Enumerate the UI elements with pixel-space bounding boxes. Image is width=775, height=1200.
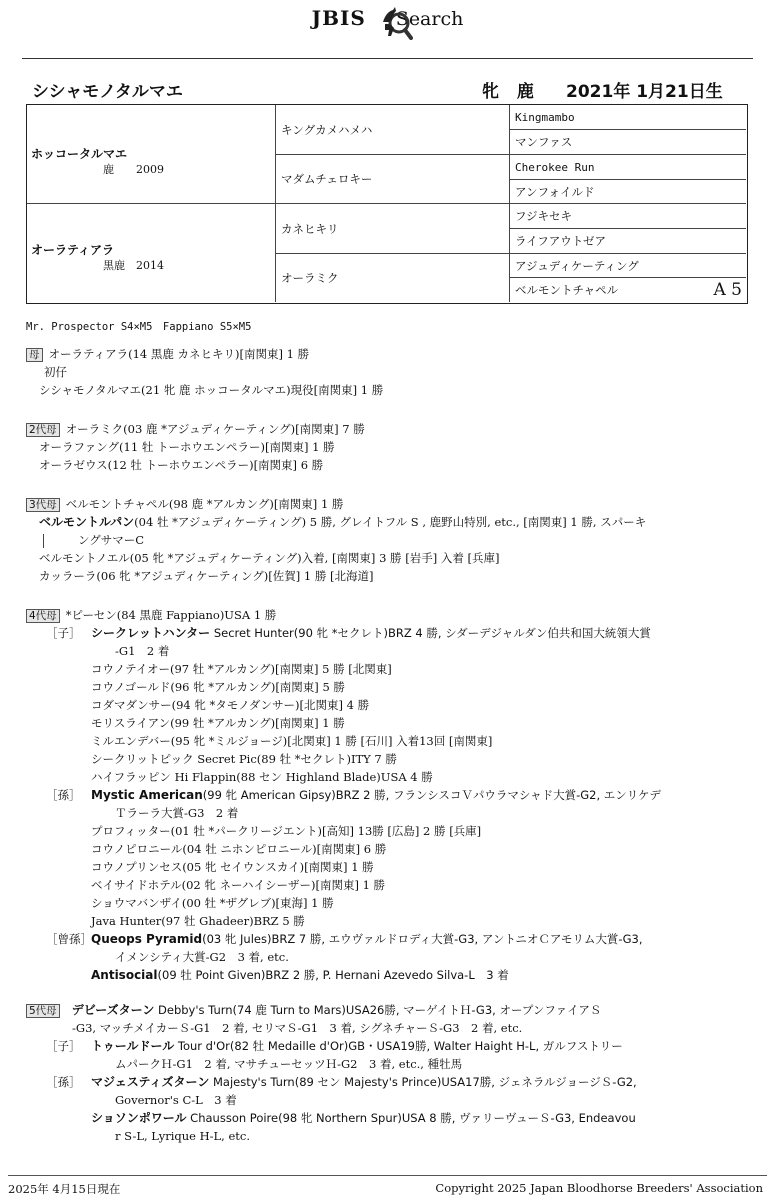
offspring-line: (99 牝 American Gipsy)BRZ 2 勝, フランシスコＶパウラマシャド大賞-G2, エンリケデ bbox=[202, 788, 661, 802]
dam-line: オーラティアラ(14 黒鹿 カネヒキリ)[南関東] 1 勝 bbox=[48, 347, 310, 361]
offspring-line: Chausson Poire(98 牝 Northern Spur)USA 8 勝, ヴァリーヴューＳ-G3, Endeavou bbox=[186, 1111, 636, 1125]
label-grandchild: ［孫］ bbox=[46, 788, 81, 802]
offspring-line-cont: ムパークＨ-G1 2 着, マサチューセッツＨ-G2 3 着, etc., 種牡馬 bbox=[115, 1057, 463, 1071]
offspring-line-cont: Governor's C-L 3 着 bbox=[115, 1093, 237, 1107]
dam-color-year: 黒鹿 2014 bbox=[103, 259, 164, 272]
offspring-name-bold[interactable]: マジェスティズターン bbox=[91, 1075, 210, 1089]
horse-name: シシャモノタルマエ bbox=[32, 82, 183, 102]
as-of-date: 2025年 4月15日現在 bbox=[8, 1182, 121, 1196]
offspring-line: Tour d'Or(82 牡 Medaille d'Or)GB・USA19勝, Walter Haight H-L, ガルフストリー bbox=[174, 1039, 623, 1053]
offspring-line: ミルエンデバー(95 牝 *ミルジョージ)[北関東] 1 勝 [石川] 入着13回 [南関東] bbox=[91, 734, 493, 748]
continuation-bar bbox=[43, 534, 56, 548]
section-tag: 5代母 bbox=[26, 1004, 60, 1018]
pedigree-table bbox=[26, 104, 748, 304]
gen3-name[interactable]: アンフォイルド bbox=[515, 184, 595, 199]
offspring-line-cont: r S-L, Lyrique H-L, etc. bbox=[115, 1129, 251, 1143]
pedigree-gen2-cell bbox=[276, 105, 510, 155]
gen2-name[interactable]: マダムチェロキー bbox=[281, 172, 373, 186]
offspring-line: プロフィッター(01 牡 *パークリージエント)[高知] 13勝 [広島] 2 勝 [兵庫] bbox=[91, 824, 482, 838]
label-grandchild: ［孫］ bbox=[46, 1075, 81, 1089]
offspring-line: コウノピロニール(04 牡 ニホンピロニール)[南関東] 6 勝 bbox=[91, 842, 387, 856]
offspring-line: (04 牡 *アジュディケーティング) 5 勝, グレイトフル S , 鹿野山特別, etc., [南関東] 1 勝, スパーキ bbox=[134, 515, 647, 529]
logo-text-search: Search bbox=[395, 8, 464, 30]
offspring-line: ショウマバンザイ(00 牡 *ザグレブ)[東海] 1 勝 bbox=[91, 896, 334, 910]
fifth-dam-line-cont: -G3, マッチメイカーＳ-G1 2 着, セリマＳ-G1 3 着, シグネチャーＳ-G3 2 着, etc. bbox=[72, 1021, 523, 1035]
fifth-dam-section bbox=[26, 1001, 756, 1145]
offspring-line: カッラーラ(06 牝 *アジュディケーティング)[佐賀] 1 勝 [北海道] bbox=[39, 569, 374, 583]
second-dam-line: オーラミク(03 鹿 *アジュディケーティング)[南関東] 7 勝 bbox=[65, 422, 365, 436]
gen3-name[interactable]: フジキセキ bbox=[515, 209, 573, 223]
copyright: Copyright 2025 Japan Bloodhorse Breeders' Association bbox=[435, 1181, 763, 1195]
offspring-name-bold[interactable]: トゥールドール bbox=[91, 1039, 175, 1053]
sire-color-year: 鹿 2009 bbox=[103, 163, 164, 176]
pedigree-gen2-cell bbox=[276, 254, 510, 302]
pedigree-gen3-cell bbox=[510, 180, 746, 204]
offspring-line: Java Hunter(97 牡 Ghadeer)BRZ 5 勝 bbox=[91, 914, 305, 928]
offspring-line: コダマダンサー(94 牝 *タモノダンサー)[北関東] 4 勝 bbox=[91, 698, 370, 712]
dam-foal-line: シシャモノタルマエ(21 牝 鹿 ホッコータルマエ)現役[南関東] 1 勝 bbox=[39, 383, 384, 397]
offspring-line: (03 牝 Jules)BRZ 7 勝, エウヴァルドロディ大賞-G3, アントニオＣアモリム大賞-G3, bbox=[202, 932, 643, 946]
offspring-line-cont: Ｔラーラ大賞-G3 2 着 bbox=[115, 806, 239, 820]
label-child: ［子］ bbox=[46, 1039, 81, 1053]
gen3-name[interactable]: Kingmambo bbox=[515, 110, 575, 124]
section-tag: 4代母 bbox=[26, 609, 60, 623]
second-dam-section bbox=[26, 420, 756, 474]
gen3-name[interactable]: アジュディケーティング bbox=[515, 258, 639, 273]
horse-sex-color: 牝 鹿 bbox=[482, 82, 540, 102]
logo-text-jbis: JBIS bbox=[311, 6, 366, 30]
pedigree-gen2-cell bbox=[276, 204, 510, 254]
gen2-name[interactable]: オーラミク bbox=[281, 271, 339, 285]
pedigree-dam-cell bbox=[27, 204, 276, 302]
offspring-line-cont: イメンシティ大賞-G2 3 着, etc. bbox=[115, 950, 289, 964]
ancestor-name-bold[interactable]: デビーズターン bbox=[71, 1003, 155, 1017]
third-dam-section bbox=[26, 495, 756, 585]
header-divider bbox=[22, 58, 753, 59]
offspring-line: (09 牡 Point Given)BRZ 2 勝, P. Hernani Azevedo Silva-L 3 着 bbox=[157, 968, 509, 982]
pedigree-gen3-cell bbox=[510, 229, 746, 254]
dam-name[interactable]: オーラティアラ bbox=[31, 243, 115, 257]
third-dam-line: ベルモントチャペル(98 鹿 *アルカング)[南関東] 1 勝 bbox=[65, 497, 344, 511]
section-tag: 3代母 bbox=[26, 498, 60, 512]
pedigree-sire-cell bbox=[27, 105, 276, 204]
gen3-name[interactable]: ライフアウトゼア bbox=[515, 234, 606, 248]
offspring-name-bold[interactable]: Queops Pyramid bbox=[91, 932, 203, 946]
family-number: A 5 bbox=[713, 280, 742, 300]
offspring-line: ベルモントノエル(05 牝 *アジュディケーティング)入着, [南関東] 3 勝 [岩手] 入着 [兵庫] bbox=[39, 551, 500, 565]
fifth-dam-line: Debby's Turn(74 鹿 Turn to Mars)USA26勝, マーゲイトＨ-G3, オープンファイアＳ bbox=[154, 1003, 602, 1017]
offspring-line: Majesty's Turn(89 セン Majesty's Prince)USA17勝, ジェネラルジョージＳ-G2, bbox=[209, 1075, 637, 1089]
gen3-name[interactable]: マンファス bbox=[515, 135, 573, 149]
gen3-name[interactable]: ベルモントチャペル bbox=[515, 283, 619, 297]
dam-section bbox=[26, 345, 756, 399]
horse-logo-icon bbox=[377, 6, 413, 40]
pedigree-gen3-cell bbox=[510, 254, 746, 278]
pedigree-gen3-cell bbox=[510, 130, 746, 155]
offspring-line-cont: -G1 2 着 bbox=[115, 644, 170, 658]
section-tag: 母 bbox=[26, 348, 43, 362]
pedigree-gen3-cell bbox=[510, 105, 746, 130]
offspring-line: Secret Hunter(90 牝 *セクレト)BRZ 4 勝, シダーデジャルダン伯共和国大統領大賞 bbox=[210, 626, 651, 640]
label-great-grandchild: ［曾孫］ bbox=[46, 932, 92, 946]
footer-divider bbox=[8, 1175, 767, 1176]
offspring-line: コウノプリンセス(05 牝 セイウンスカイ)[南関東] 1 勝 bbox=[91, 860, 374, 874]
section-tag: 2代母 bbox=[26, 423, 60, 437]
offspring-line: ベイサイドホテル(02 牝 ネーハイシーザー)[南関東] 1 勝 bbox=[91, 878, 386, 892]
inbreeding-crosses: Mr. Prospector S4×M5 Fappiano S5×M5 bbox=[26, 321, 252, 333]
pedigree-gen3-cell bbox=[510, 204, 746, 229]
gen3-name[interactable]: Cherokee Run bbox=[515, 160, 595, 174]
offspring-line-cont: ングサマーC bbox=[78, 533, 145, 547]
horse-birth-date: 2021年 1月21日生 bbox=[566, 82, 723, 102]
pedigree-gen3-cell bbox=[510, 155, 746, 180]
offspring-name-bold[interactable]: ショソンポワール bbox=[91, 1111, 187, 1125]
offspring-name-bold[interactable]: Antisocial bbox=[91, 968, 158, 982]
offspring-line: コウノテイオー(97 牡 *アルカング)[南関東] 5 勝 [北関東] bbox=[91, 662, 392, 676]
fourth-dam-section bbox=[26, 606, 756, 984]
offspring-name-bold[interactable]: ベルモントルパン bbox=[39, 515, 135, 529]
offspring-line: オーラゼウス(12 牡 トーホウエンペラー)[南関東] 6 勝 bbox=[39, 458, 324, 472]
fourth-dam-line: *ピーセン(84 黒鹿 Fappiano)USA 1 勝 bbox=[65, 608, 277, 622]
offspring-line: シークリットピック Secret Pic(89 牡 *セクレト)ITY 7 勝 bbox=[91, 752, 397, 766]
dam-note: 初仔 bbox=[44, 365, 67, 379]
offspring-name-bold[interactable]: シークレットハンター bbox=[91, 626, 211, 640]
gen2-name[interactable]: キングカメハメハ bbox=[281, 122, 373, 137]
pedigree-gen2-cell bbox=[276, 155, 510, 204]
label-child: ［子］ bbox=[46, 626, 81, 640]
offspring-line: オーラファング(11 牡 トーホウエンペラー)[南関東] 1 勝 bbox=[39, 440, 335, 454]
gen2-name[interactable]: カネヒキリ bbox=[281, 221, 339, 236]
offspring-name-bold[interactable]: Mystic American bbox=[91, 788, 203, 802]
sire-name[interactable]: ホッコータルマエ bbox=[31, 147, 128, 161]
offspring-line: モリスライアン(99 牡 *アルカング)[南関東] 1 勝 bbox=[91, 716, 345, 730]
pedigree-gen3-cell bbox=[510, 278, 746, 302]
offspring-line: コウノゴールド(96 牝 *アルカング)[南関東] 5 勝 bbox=[91, 680, 345, 694]
offspring-line: ハイフラッピン Hi Flappin(88 セン Highland Blade)USA 4 勝 bbox=[91, 770, 433, 784]
